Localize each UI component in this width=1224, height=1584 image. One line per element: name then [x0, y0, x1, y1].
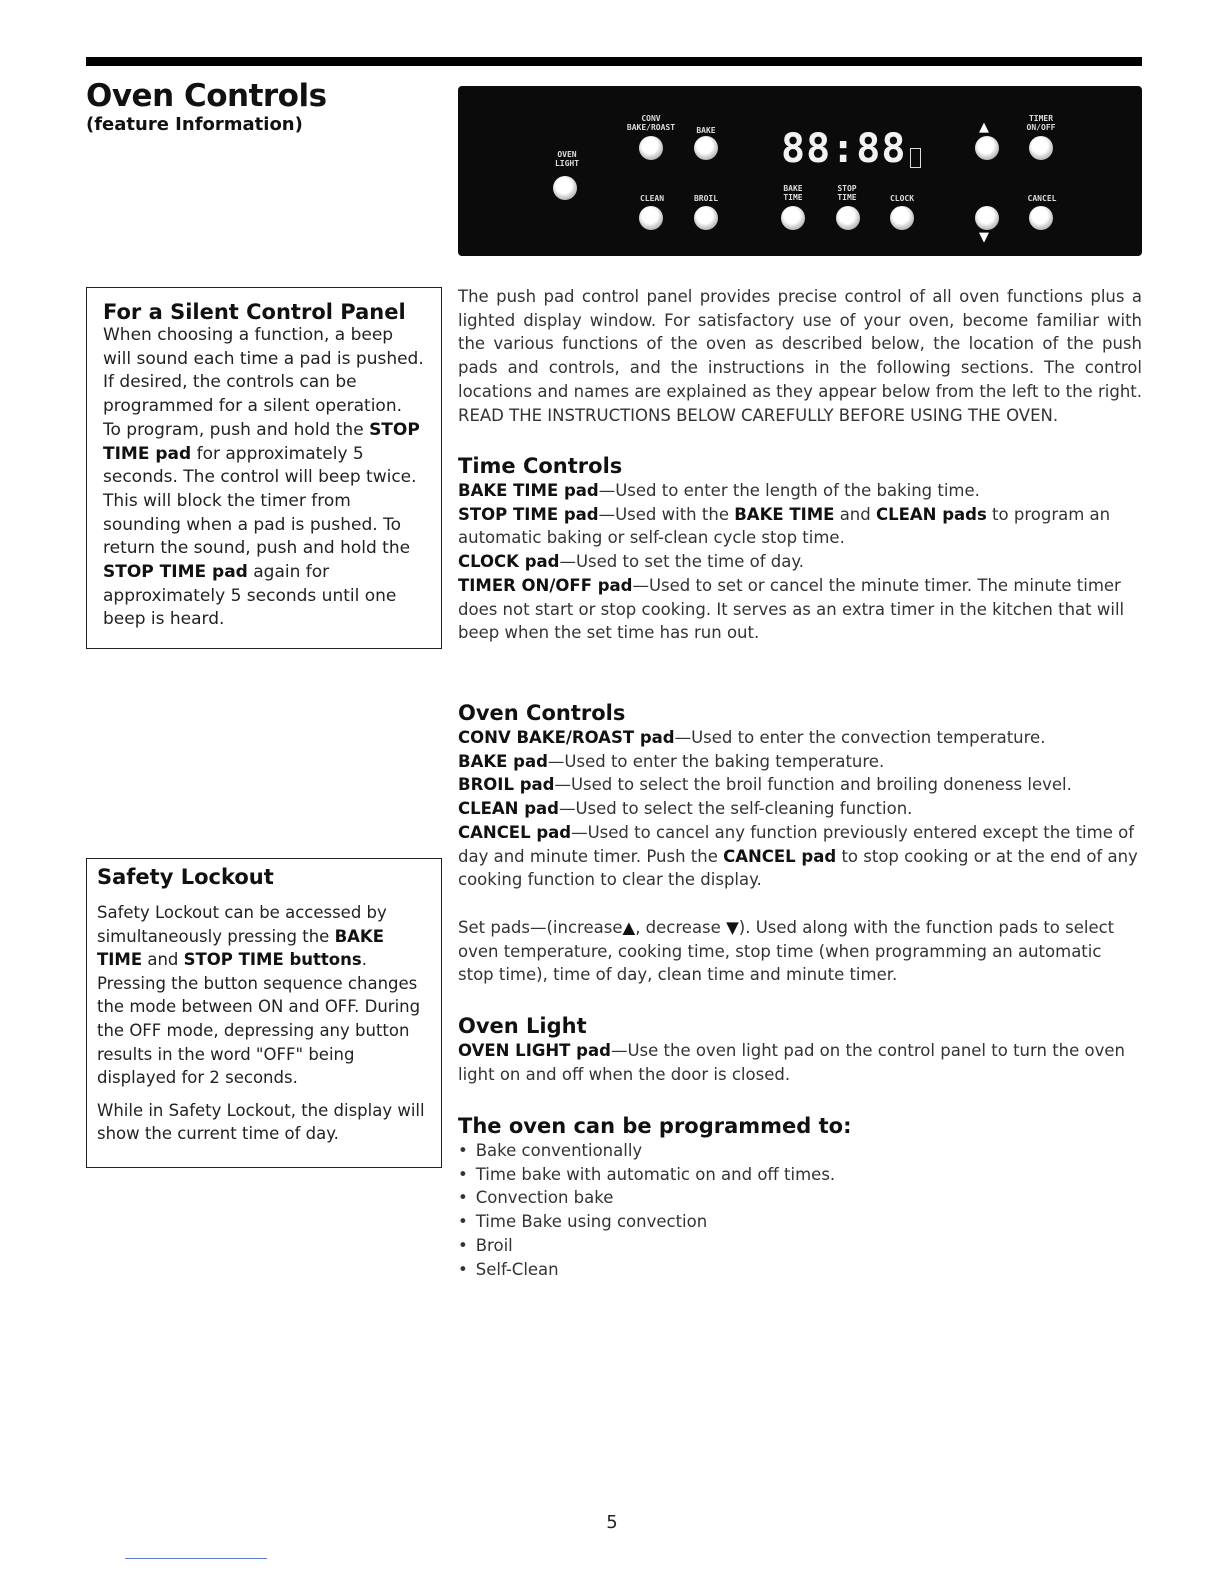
decrease-arrow-icon: ▼: [726, 918, 739, 937]
cancel-bold: CANCEL pad: [723, 846, 837, 866]
clean-term: CLEAN pad: [458, 799, 559, 819]
decrease-pad: [975, 206, 999, 230]
intro-section: [458, 285, 1142, 427]
stop-time-text-2: and: [834, 504, 876, 524]
oven-light-section: [458, 1013, 1142, 1086]
stop-time-bold-2: CLEAN pads: [876, 504, 987, 524]
list-item: • Self-Clean: [458, 1258, 1142, 1282]
set-pads-desc: [458, 916, 1142, 987]
silent-bold-2: STOP TIME pad: [103, 562, 248, 583]
stop-time-label: STOP TIME: [837, 184, 857, 202]
silent-box-title: For a Silent Control Panel: [103, 300, 406, 324]
conv-bake-pad: [639, 136, 663, 160]
oven-controls-heading: Oven Controls: [458, 701, 626, 725]
oven-light-term: OVEN LIGHT pad: [458, 1041, 611, 1060]
cancel-term: CANCEL pad: [458, 822, 572, 842]
top-rule: [86, 57, 1142, 66]
clock-desc: [458, 550, 1142, 574]
timer-term: TIMER ON/OFF pad: [458, 575, 633, 595]
safety-bold-1: BAKE TIME: [97, 926, 384, 970]
clock-pad: [890, 206, 914, 230]
silent-box-text: [103, 324, 425, 632]
set-pads-section: [458, 916, 1142, 987]
programmed-section: [458, 1113, 1142, 1281]
page-title: Oven Controls: [86, 78, 327, 114]
broil-pad: [694, 206, 718, 230]
conv-term: CONV BAKE/ROAST pad: [458, 728, 675, 747]
safety-box-text-2: While in Safety Lockout, the display will show the current time of day.: [97, 1100, 425, 1144]
silent-control-panel-box: [86, 287, 442, 649]
stop-time-bold-1: BAKE TIME: [734, 504, 835, 524]
broil-label: BROIL: [693, 194, 719, 203]
silent-text-2: for approximately 5 seconds. The control will beep twice. This will block the timer from sounding when a pad is pushed. To return the sound, push and hold the: [103, 443, 417, 559]
set-pads-text-1: Set pads—(increase: [458, 918, 623, 937]
safety-text-2: and: [142, 950, 184, 970]
safety-bold-2: STOP TIME buttons: [183, 950, 362, 970]
time-controls-section: [458, 453, 1142, 645]
oven-light-label: OVEN LIGHT: [554, 150, 580, 168]
bake-time-text: —Used to enter the length of the baking time.: [598, 481, 980, 500]
oven-light-text: —Use the oven light pad on the control panel to turn the oven light on and off when the door is closed.: [458, 1041, 1125, 1084]
stop-time-text-1: —Used with the: [598, 504, 735, 524]
silent-bold-1: STOP TIME pad: [103, 419, 420, 464]
safety-text-3: . Pressing the button sequence changes the mode between ON and OFF. During the OFF mode, depressing any button results in the word "OFF" being displayed for 2 seconds.: [97, 950, 421, 1088]
cancel-text-1: —Used to cancel any function previously entered except the time of day and minute timer. Push the: [458, 822, 1135, 866]
page-number: 5: [606, 1512, 618, 1533]
control-panel-illustration: [458, 86, 1142, 256]
conv-bake-label: CONV BAKE/ROAST: [626, 114, 676, 132]
bake-term: BAKE pad: [458, 751, 548, 771]
time-controls-heading: Time Controls: [458, 454, 623, 478]
safety-box-title: Safety Lockout: [97, 865, 274, 889]
stop-time-text-3: to program an automatic baking or self-clean cycle stop time.: [458, 504, 1111, 548]
stop-time-pad: [836, 206, 860, 230]
oven-controls-section: [458, 700, 1142, 892]
bake-desc: [458, 750, 1142, 774]
silent-text-3: again for approximately 5 seconds until one beep is heard.: [103, 562, 397, 630]
bake-label: BAKE: [696, 126, 716, 135]
cancel-label: CANCEL: [1027, 194, 1057, 203]
increase-arrow-icon: ▲: [622, 918, 636, 937]
list-item: • Bake conventionally: [458, 1139, 1142, 1163]
safety-box-text: [97, 901, 431, 1090]
cancel-pad: [1029, 206, 1053, 230]
increase-arrow-icon: ▲: [979, 120, 989, 135]
bake-time-term: BAKE TIME pad: [458, 481, 599, 500]
broil-term: BROIL pad: [458, 775, 555, 795]
decrease-arrow-icon: ▼: [979, 230, 989, 245]
stop-time-term: STOP TIME pad: [458, 504, 599, 524]
clean-pad: [639, 206, 663, 230]
clock-text: —Used to set the time of day.: [559, 552, 805, 572]
clean-desc: [458, 797, 1142, 821]
display-indicator: [910, 148, 921, 168]
broil-text: —Used to select the broil function and broiling doneness level.: [554, 775, 1072, 795]
list-item: • Broil: [458, 1234, 1142, 1258]
conv-text: —Used to enter the convection temperature.: [674, 728, 1046, 747]
timer-pad: [1029, 136, 1053, 160]
silent-text-1: When choosing a function, a beep will sound each time a pad is pushed. If desired, the controls can be programmed for a silent operation. To program, push and hold the: [103, 325, 424, 440]
bake-time-desc: [458, 479, 1142, 503]
timer-text: —Used to set or cancel the minute timer. The minute timer does not start or stop cooking. It serves as an extra timer in the kitchen that will beep when the set time has run out.: [458, 575, 1125, 643]
timer-desc: [458, 574, 1142, 645]
safety-lockout-box: [86, 858, 442, 1168]
cancel-desc: [458, 821, 1142, 892]
timer-label: TIMER ON/OFF: [1026, 114, 1056, 132]
set-pads-text-2: , decrease: [635, 918, 721, 937]
programmed-list: [458, 1139, 1142, 1281]
increase-pad: [975, 136, 999, 160]
list-item: • Time Bake using convection: [458, 1210, 1142, 1234]
bake-time-label: BAKE TIME: [783, 184, 803, 202]
footer-rule: [125, 1558, 267, 1559]
clean-text: —Used to select the self-cleaning function.: [558, 799, 913, 819]
broil-desc: [458, 773, 1142, 797]
page-subtitle: (feature Information): [86, 114, 303, 135]
bake-pad: [694, 136, 718, 160]
oven-light-desc: [458, 1039, 1142, 1086]
clean-label: CLEAN: [639, 194, 665, 203]
bake-text: —Used to enter the baking temperature.: [547, 751, 885, 771]
display-window: 88:88: [781, 126, 907, 172]
stop-time-desc: [458, 503, 1142, 550]
list-item: • Time bake with automatic on and off times.: [458, 1163, 1142, 1187]
programmed-heading: The oven can be programmed to:: [458, 1114, 852, 1138]
oven-light-heading: Oven Light: [458, 1014, 587, 1038]
intro-paragraph: The push pad control panel provides precise control of all oven functions plus a lighted display window. For satisfactory use of your oven, become familiar with the various functions of the oven as described below, the location of the push pads and controls, and the instructions in the following sections. The control locations and names are explained as they appear below from the left to the right. READ THE INSTRUCTIONS BELOW CAREFULLY BEFORE USING THE OVEN.: [458, 287, 1142, 425]
bake-time-pad: [781, 206, 805, 230]
oven-light-pad: [553, 176, 577, 200]
list-item: • Convection bake: [458, 1186, 1142, 1210]
conv-desc: [458, 726, 1142, 750]
clock-term: CLOCK pad: [458, 552, 560, 572]
cancel-text-2: to stop cooking or at the end of any cooking function to clear the display.: [458, 846, 1138, 890]
safety-text-1: Safety Lockout can be accessed by simultaneously pressing the: [97, 903, 387, 946]
clock-label: CLOCK: [889, 194, 915, 203]
set-pads-text-3: ). Used along with the function pads to select oven temperature, cooking time, stop time (when programming an automatic stop time), time of day, clean time and minute timer.: [458, 918, 1115, 985]
